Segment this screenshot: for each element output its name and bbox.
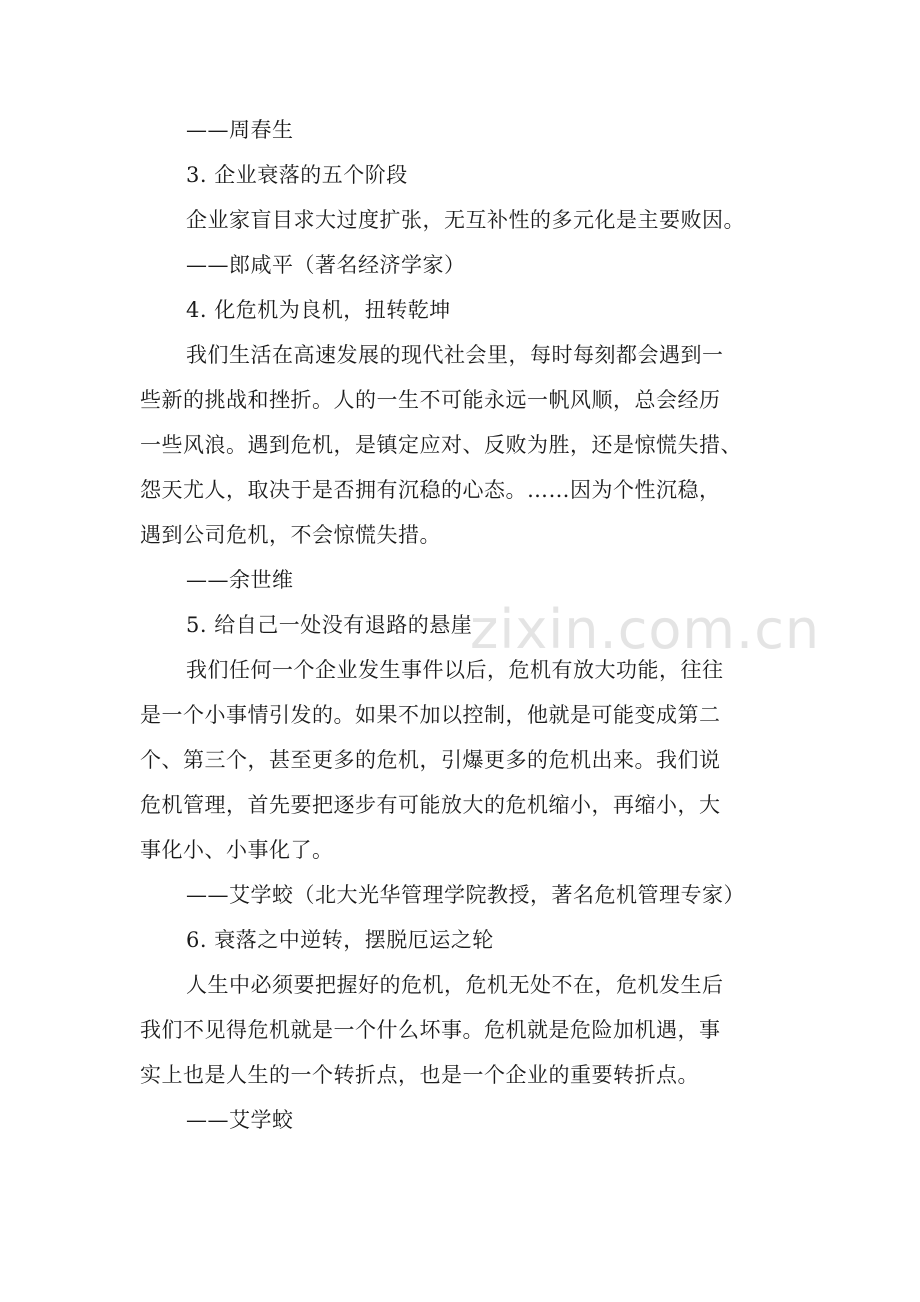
paragraph-line: 遇到公司危机，不会惊慌失措。: [140, 523, 441, 547]
section-heading-4: 4. 化危机为良机，扭转乾坤: [186, 298, 451, 322]
section-heading-5: 5. 给自己一处没有退路的悬崖: [186, 613, 473, 637]
paragraph-line: 我们生活在高速发展的现代社会里，每时每刻都会遇到一: [186, 343, 724, 367]
paragraph-line: 一些风浪。遇到危机，是镇定应对、反败为胜，还是惊慌失措、: [140, 433, 742, 457]
paragraph-line: 人生中必须要把握好的危机，危机无处不在，危机发生后: [186, 973, 724, 997]
paragraph-line: 怨天尤人，取决于是否拥有沉稳的心态。……因为个性沉稳，: [140, 478, 721, 502]
watermark: zixin.com.cn: [470, 598, 821, 661]
attribution-line: ——艾学蛟（北大光华管理学院教授，著名危机管理专家）: [186, 883, 745, 907]
paragraph-line: 我们不见得危机就是一个什么坏事。危机就是危险加机遇，事: [140, 1018, 721, 1042]
attribution-line: ——周春生: [186, 118, 294, 142]
section-heading-3: 3. 企业衰落的五个阶段: [186, 163, 408, 187]
paragraph-line: 危机管理，首先要把逐步有可能放大的危机缩小，再缩小，大: [140, 793, 721, 817]
attribution-line: ——余世维: [186, 568, 294, 592]
attribution-line: ——艾学蛟: [186, 1108, 294, 1132]
quote-line: 企业家盲目求大过度扩张，无互补性的多元化是主要败因。: [186, 208, 745, 232]
paragraph-line: 是一个小事情引发的。如果不加以控制，他就是可能变成第二: [140, 703, 721, 727]
paragraph-line: 些新的挑战和挫折。人的一生不可能永远一帆风顺，总会经历: [140, 388, 721, 412]
paragraph-line: 实上也是人生的一个转折点，也是一个企业的重要转折点。: [140, 1063, 699, 1087]
paragraph-line: 事化小、小事化了。: [140, 838, 334, 862]
paragraph-line: 我们任何一个企业发生事件以后，危机有放大功能，往往: [186, 658, 724, 682]
section-heading-6: 6. 衰落之中逆转，摆脱厄运之轮: [186, 928, 494, 952]
attribution-line: ——郎咸平（著名经济学家）: [186, 253, 466, 277]
paragraph-line: 个、第三个，甚至更多的危机，引爆更多的危机出来。我们说: [140, 748, 721, 772]
document-body: [140, 108, 800, 1143]
